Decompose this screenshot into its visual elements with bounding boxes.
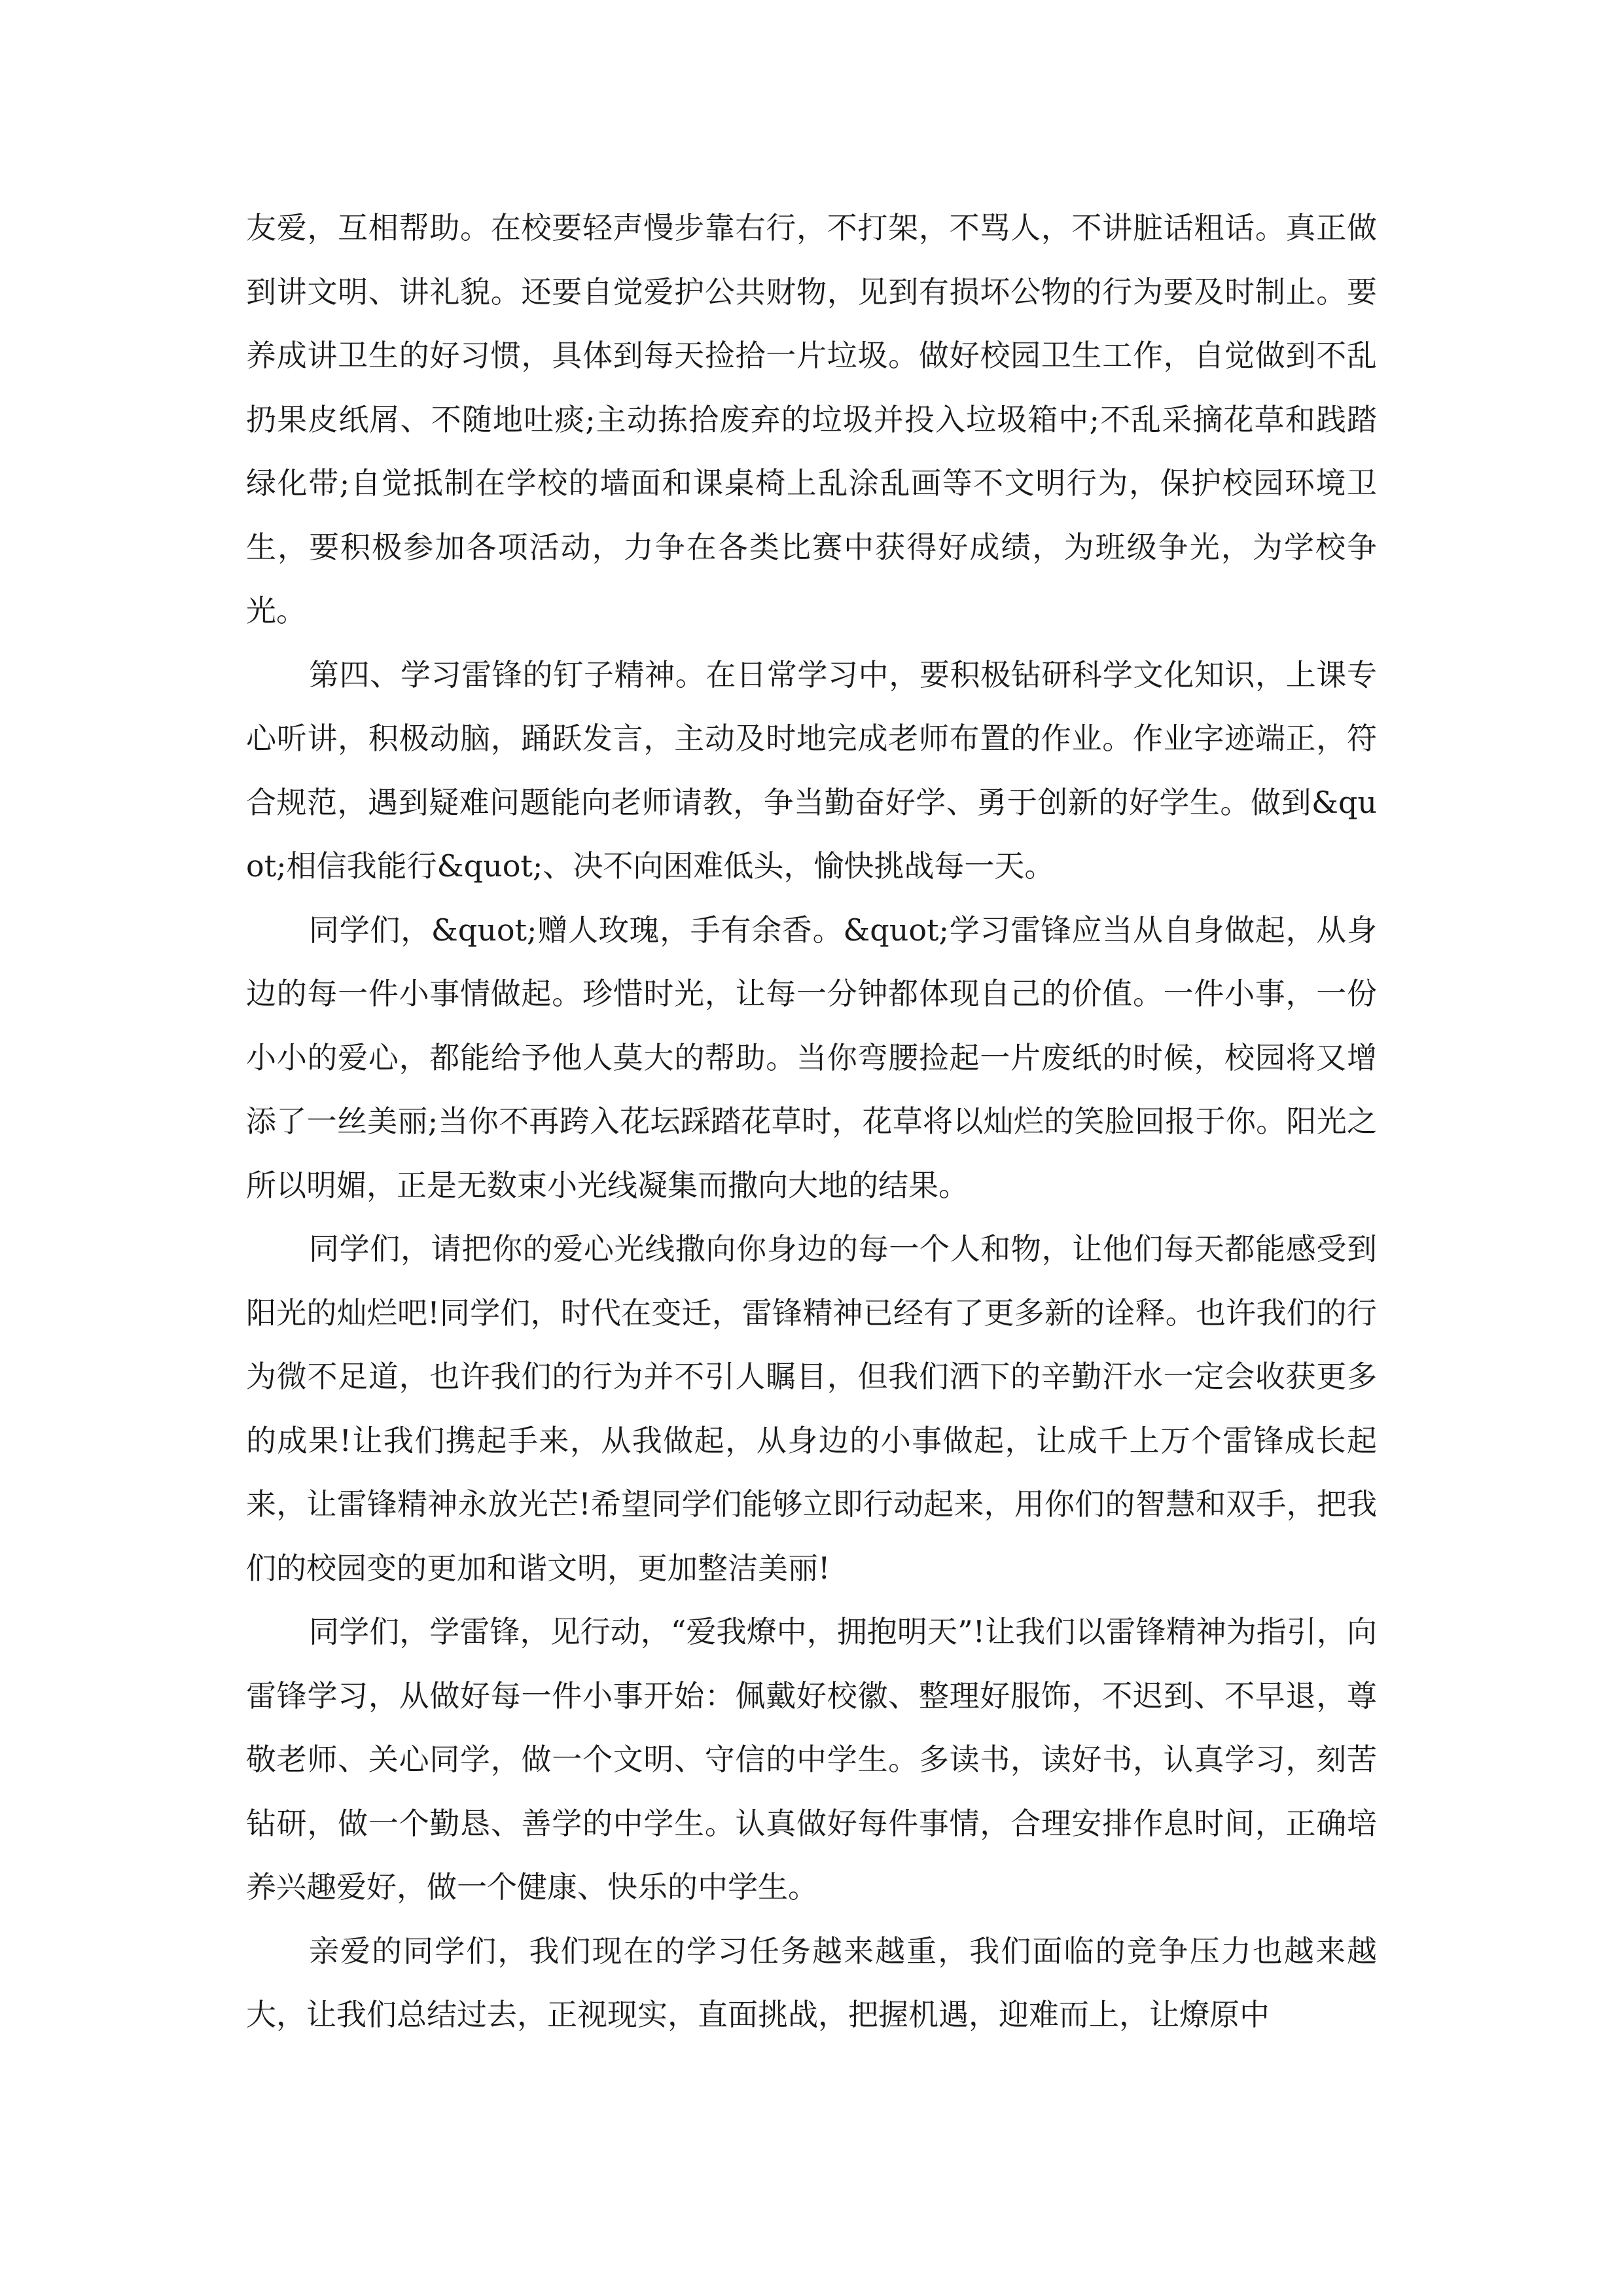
paragraph-6: 亲爱的同学们，我们现在的学习任务越来越重，我们面临的竞争压力也越来越大，让我们总结过去，正视现实，直面挑战，把握机遇，迎难而上，让燎原中: [246, 1933, 1377, 2032]
paragraph-1: 友爱，互相帮助。在校要轻声慢步靠右行，不打架，不骂人，不讲脏话粗话。真正做到讲文明、讲礼貌。还要自觉爱护公共财物，见到有损坏公物的行为要及时制止。要养成讲卫生的好习惯，具体到每天捡拾一片垃圾。做好校园卫生工作，自觉做到不乱扔果皮纸屑、不随地吐痰;主动拣拾废弃的垃圾并投入垃圾箱中;不乱采摘花草和践踏绿化带;自觉抵制在学校的墙面和课桌椅上乱涂乱画等不文明行为，保护校园环境卫生，要积极参加各项活动，力争在各类比赛中获得好成绩，为班级争光，为学校争光。: [246, 210, 1377, 628]
paragraph-3: 同学们，&quot;赠人玫瑰，手有余香。&quot;学习雷锋应当从自身做起，从身边的每一件小事情做起。珍惜时光，让每一分钟都体现自己的价值。一件小事，一份小小的爱心，都能给予他人莫大的帮助。当你弯腰捡起一片废纸的时候，校园将又增添了一丝美丽;当你不再跨入花坛踩踏花草时，花草将以灿烂的笑脸回报于你。阳光之所以明媚，正是无数束小光线凝集而撒向大地的结果。: [246, 912, 1377, 1203]
document-body: [246, 196, 1377, 2047]
paragraph-4: 同学们，请把你的爱心光线撒向你身边的每一个人和物，让他们每天都能感受到阳光的灿烂吧!同学们，时代在变迁，雷锋精神已经有了更多新的诠释。也许我们的行为微不足道，也许我们的行为并不引人瞩目，但我们洒下的辛勤汗水一定会收获更多的成果!让我们携起手来，从我做起，从身边的小事做起，让成千上万个雷锋成长起来，让雷锋精神永放光芒!希望同学们能够立即行动起来，用你们的智慧和双手，把我们的校园变的更加和谐文明，更加整洁美丽!: [246, 1231, 1377, 1586]
paragraph-2: 第四、学习雷锋的钉子精神。在日常学习中，要积极钻研科学文化知识，上课专心听讲，积极动脑，踊跃发言，主动及时地完成老师布置的作业。作业字迹端正，符合规范，遇到疑难问题能向老师请教，争当勤奋好学、勇于创新的好学生。做到&quot;相信我能行&quot;、决不向困难低头，愉快挑战每一天。: [246, 656, 1377, 884]
paragraph-5: 同学们，学雷锋，见行动，“爱我燎中，拥抱明天”!让我们以雷锋精神为指引，向雷锋学习，从做好每一件小事开始：佩戴好校徽、整理好服饰，不迟到、不早退，尊敬老师、关心同学，做一个文明、守信的中学生。多读书，读好书，认真学习，刻苦钻研，做一个勤恳、善学的中学生。认真做好每件事情，合理安排作息时间，正确培养兴趣爱好，做一个健康、快乐的中学生。: [246, 1614, 1377, 1905]
